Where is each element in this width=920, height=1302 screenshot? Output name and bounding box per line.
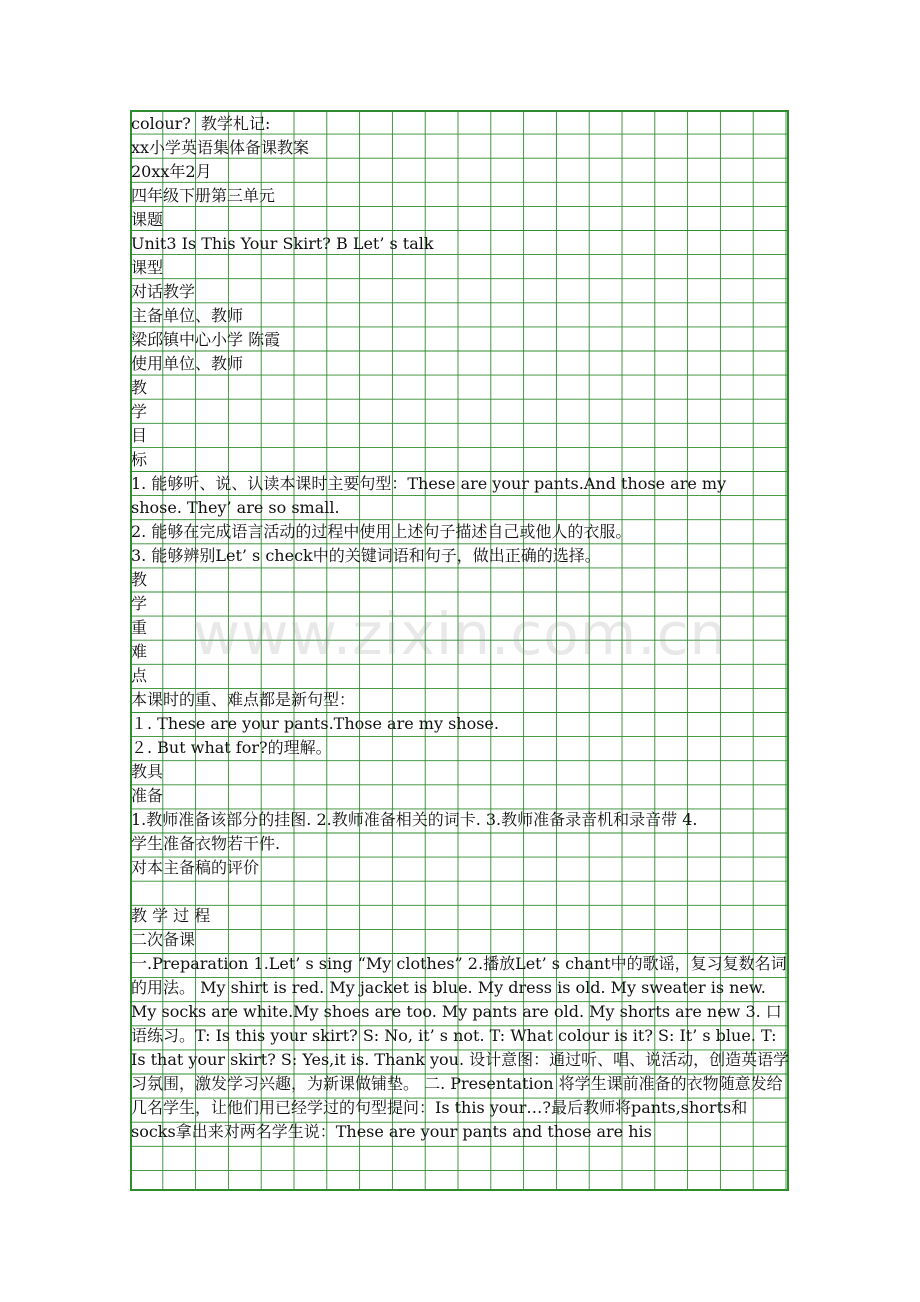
line-school-title: xx小学英语集体备课教案 bbox=[131, 138, 310, 157]
watermark: www.zixin.com.cn bbox=[192, 600, 728, 668]
line-lesson-type: 对话教学 bbox=[131, 282, 196, 301]
label-materials-2: 准备 bbox=[131, 786, 164, 805]
line-unit: 四年级下册第三单元 bbox=[131, 186, 276, 205]
key-item-1: １. These are your pants.Those are my shose. bbox=[131, 714, 499, 733]
goal-item-1-cont: shose. They’ are so small. bbox=[131, 498, 340, 517]
label-process: 教 学 过 程 bbox=[131, 906, 211, 925]
label-materials-1: 教具 bbox=[131, 762, 164, 781]
label-main-teacher: 主备单位、教师 bbox=[131, 306, 244, 325]
line-note: colour? 教学札记: bbox=[131, 114, 271, 133]
goal-item-3: 3. 能够辨别Let’ s check中的关键词语和句子，做出正确的选择。 bbox=[131, 546, 601, 565]
label-goal-4: 标 bbox=[131, 450, 148, 469]
label-user-teacher: 使用单位、教师 bbox=[131, 354, 244, 373]
label-review: 对本主备稿的评价 bbox=[131, 858, 260, 877]
label-goal-1: 教 bbox=[131, 378, 148, 397]
goal-item-2: 2. 能够在完成语言活动的过程中使用上述句子描述自己或他人的衣服。 bbox=[131, 522, 632, 541]
key-intro: 本课时的重、难点都是新句型： bbox=[131, 690, 356, 709]
label-lesson-type: 课型 bbox=[131, 258, 164, 277]
line-topic: Unit3 Is This Your Skirt? B Let’ s talk bbox=[131, 234, 434, 253]
label-topic: 课题 bbox=[131, 210, 164, 229]
label-second-prep: 二次备课 bbox=[131, 930, 196, 949]
label-key-5: 点 bbox=[131, 666, 148, 685]
line-date: 20xx年2月 bbox=[131, 162, 212, 181]
materials-line-2: 学生准备衣物若干件. bbox=[131, 834, 281, 853]
label-key-4: 难 bbox=[131, 642, 148, 661]
label-key-2: 学 bbox=[131, 594, 148, 613]
label-key-1: 教 bbox=[131, 570, 148, 589]
goal-item-1: 1. 能够听、说、认读本课时主要句型：These are your pants.And those are my bbox=[131, 474, 727, 493]
label-goal-2: 学 bbox=[131, 402, 148, 421]
label-goal-3: 目 bbox=[131, 426, 148, 445]
process-paragraph: 一.Preparation 1.Let’ s sing “My clothes” 2.播放Let’ s chant中的歌谣，复习复数名词的用法。 My shirt is red. My jacket is blue. My dress is old. My sweater is new. My socks are white.My shoes are too. My pants are old. My shorts are new 3. 口语练习。T: Is this your skirt? S: No, it’ s not. T: What colour is it? S: It’ s blue. T: Is that your skirt? S: Yes,it is. Thank you. 设计意图：通过听、唱、说活动，创造英语学习氛围，激发学习兴趣，为新课做铺垫。 二. Presentation 将学生课前准备的衣物随意发给几名学生，让他们用已经学过的句型提问：Is this your…?最后教师将pants,shorts和socks拿出来对两名学生说：These are your pants and those are his bbox=[131, 954, 790, 1141]
line-main-teacher: 梁邱镇中心小学 陈霞 bbox=[131, 330, 281, 349]
key-item-2: ２. But what for?的理解。 bbox=[131, 738, 332, 757]
materials-line-1: 1.教师准备该部分的挂图. 2.教师准备相关的词卡. 3.教师准备录音机和录音带 4. bbox=[131, 810, 698, 829]
label-key-3: 重 bbox=[131, 618, 148, 637]
blank-line bbox=[131, 880, 791, 904]
